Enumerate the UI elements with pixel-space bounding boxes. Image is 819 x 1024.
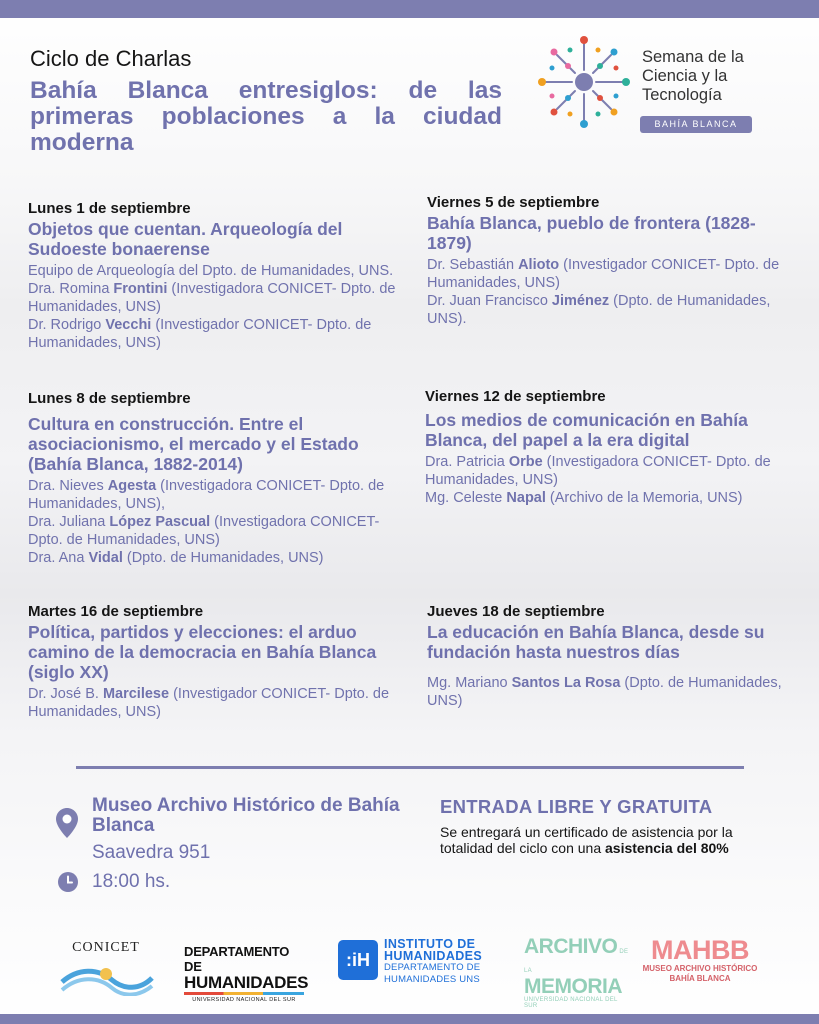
entry-block <box>440 796 760 856</box>
talk-speakers <box>28 477 398 567</box>
talk-speakers <box>28 685 398 721</box>
archivo-memoria-logo: ARCHIVO DE LA MEMORIA UNIVERSIDAD NACIONAL DEL SUR <box>524 935 629 1009</box>
semana-line-3: Tecnología <box>642 86 722 104</box>
speaker: Dra. Patricia Orbe (Investigadora CONICET- Dpto. de Humanidades, UNS) <box>425 454 771 488</box>
talk-speakers <box>427 674 797 710</box>
speaker: Dr. Juan Francisco Jiménez (Dpto. de Humanidades, UNS). <box>427 293 771 327</box>
venue-address: Saavedra 951 <box>92 842 211 863</box>
departamento-humanidades-logo: DEPARTAMENTO DE HUMANIDADES UNIVERSIDAD NACIONAL DEL SUR <box>184 944 309 1003</box>
entry-title: ENTRADA LIBRE Y GRATUITA <box>440 796 713 817</box>
speaker: Dra. Juliana López Pascual (Investigadora CONICET- Dpto. de Humanidades, UNS) <box>28 514 380 548</box>
talk-card <box>28 603 398 721</box>
talk-card <box>427 194 797 328</box>
talk-title: Bahía Blanca, pueblo de frontera (1828-1879) <box>427 213 756 253</box>
semana-line-1: Semana de la <box>642 48 744 66</box>
talk-speakers <box>28 262 398 352</box>
talk-date: Lunes 8 de septiembre <box>28 390 191 407</box>
instituto-humanidades-logo: :iH INSTITUTO DE HUMANIDADES DEPARTAMENTO DE HUMANIDADES UNS <box>338 930 498 1000</box>
talk-card <box>28 200 398 352</box>
series-title: Bahía Blanca entresiglos: de las primeras poblaciones a la ciudad moderna <box>30 77 502 156</box>
talk-title: La educación en Bahía Blanca, desde su fundación hasta nuestros días <box>427 622 765 662</box>
speaker: Dra. Nieves Agesta (Investigadora CONICET- Dpto. de Humanidades, UNS), <box>28 478 385 512</box>
ih-mark: :iH <box>338 940 378 980</box>
color-stripe <box>184 992 304 995</box>
speaker: Dra. Ana Vidal (Dpto. de Humanidades, UNS) <box>28 550 324 566</box>
conicet-wave-icon <box>56 960 156 996</box>
section-divider <box>76 766 744 769</box>
speaker: Mg. Mariano Santos La Rosa (Dpto. de Humanidades, UNS) <box>427 675 782 709</box>
sponsor-logos <box>0 930 819 1009</box>
venue-name: Museo Archivo Histórico de Bahía Blanca <box>92 795 400 836</box>
talk-speakers <box>427 256 797 328</box>
talk-date: Lunes 1 de septiembre <box>28 200 191 217</box>
talk-date: Jueves 18 de septiembre <box>427 603 605 620</box>
talk-card <box>28 390 398 567</box>
semana-line-2: Ciencia y la <box>642 67 728 85</box>
speaker: Dra. Romina Frontini (Investigadora CONICET- Dpto. de Humanidades, UNS) <box>28 281 396 315</box>
location-pin-icon <box>56 808 78 838</box>
semana-badge: BAHÍA BLANCA <box>640 116 752 133</box>
event-time: 18:00 hs. <box>92 871 171 892</box>
starburst-icon <box>532 30 636 134</box>
talk-date: Viernes 5 de septiembre <box>427 194 600 211</box>
talk-title: Política, partidos y elecciones: el arduo camino de la democracia en Bahía Blanca (siglo XX) <box>28 622 377 682</box>
top-bar <box>0 0 819 18</box>
talk-title: Objetos que cuentan. Arqueología del Sudoeste bonaerense <box>28 219 343 259</box>
speaker: Equipo de Arqueología del Dpto. de Humanidades, UNS. <box>28 263 394 279</box>
conicet-logo: CONICET <box>56 930 160 1000</box>
bottom-bar <box>0 1014 819 1024</box>
talk-title: Los medios de comunicación en Bahía Blanca, del papel a la era digital <box>425 410 748 450</box>
talk-title: Cultura en construcción. Entre el asociacionismo, el mercado y el Estado (Bahía Blanca, 1882-2014) <box>28 414 359 474</box>
semana-ciencia-logo <box>532 30 782 140</box>
semana-logo-text <box>642 48 744 105</box>
talk-card <box>427 603 797 710</box>
talk-date: Viernes 12 de septiembre <box>425 388 606 405</box>
mahbb-logo: MAHBB MUSEO ARCHIVO HISTÓRICO BAHÍA BLANCA <box>642 935 758 983</box>
speaker: Dr. José B. Marcilese (Investigador CONICET- Dpto. de Humanidades, UNS) <box>28 686 390 720</box>
speaker: Mg. Celeste Napal (Archivo de la Memoria, UNS) <box>425 490 743 506</box>
talk-card <box>425 388 795 507</box>
speaker: Dr. Sebastián Alioto (Investigador CONICET- Dpto. de Humanidades, UNS) <box>427 257 780 291</box>
clock-icon <box>58 872 78 892</box>
talk-speakers <box>425 453 795 507</box>
series-label: Ciclo de Charlas <box>30 46 192 71</box>
talk-date: Martes 16 de septiembre <box>28 603 204 620</box>
speaker: Dr. Rodrigo Vecchi (Investigador CONICET- Dpto. de Humanidades, UNS) <box>28 317 372 351</box>
entry-text: Se entregará un certificado de asistencia por la totalidad del ciclo con una asistencia del 80% <box>440 824 733 856</box>
